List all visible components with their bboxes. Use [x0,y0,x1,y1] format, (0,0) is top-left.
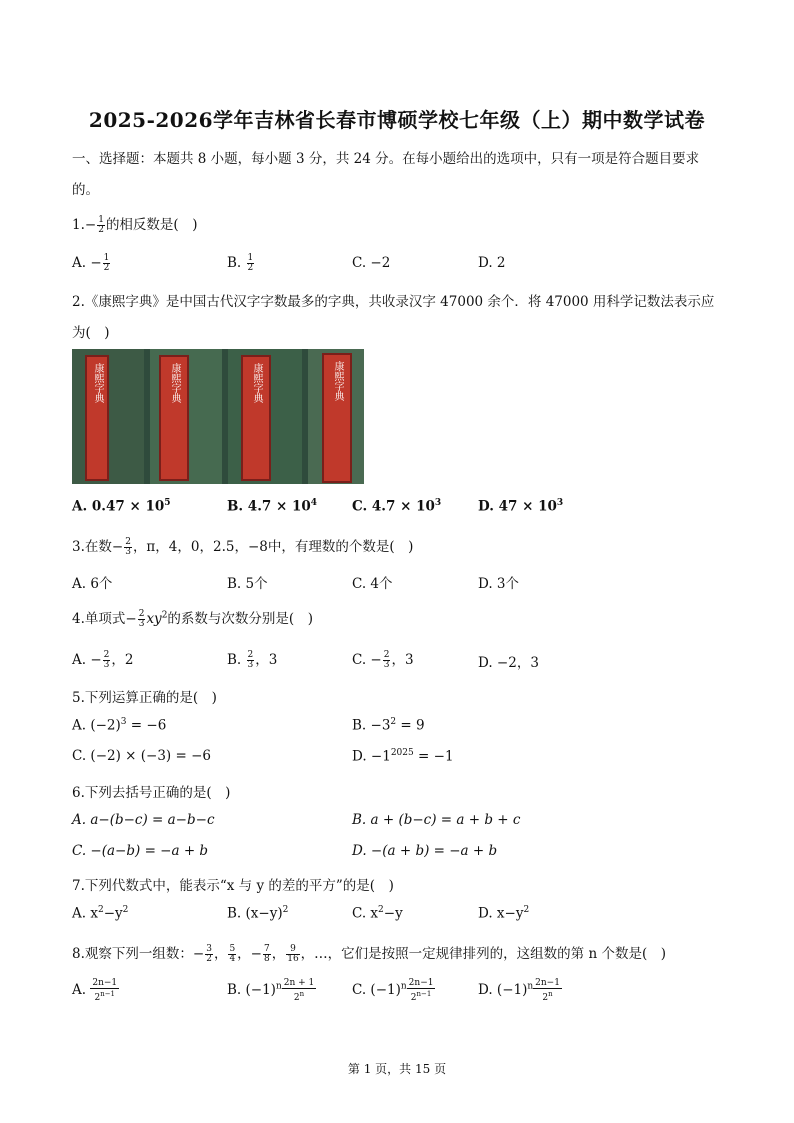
option-text: = −6 [126,717,167,734]
exponent: 2 [97,905,104,915]
exponent: n [299,990,305,998]
q5-option-a [72,717,166,734]
option-text: A. (−2) [72,717,121,734]
book-title-text: 康熙字典 [92,363,103,403]
exponent: 4 [310,498,318,508]
numerator: 5 [229,944,236,954]
fraction [383,651,391,670]
denominator-base: 2 [542,993,549,1003]
option-text: = −1 [413,748,454,765]
q2-option-c [352,498,441,515]
q3-option-a: A. 6个 [72,576,113,592]
fraction [90,978,119,1003]
exponent: n [400,981,407,992]
q3-option-b: B. 5个 [227,576,268,592]
book-title-text: 康熙字典 [169,363,180,403]
numerator: 1 [103,253,110,263]
q6-option-a: A. a−(b−c) = a−b−c [72,812,215,828]
option-text: A. x [72,905,98,922]
fraction [247,651,255,670]
option-text: B. 4.7 × 10 [227,498,311,515]
question-text: ，π，4，0，2.5，−8中，有理数的个数是( ) [132,539,414,555]
denominator-base: 2 [410,993,417,1003]
fraction [228,945,236,964]
option-text: D. x−y [478,905,524,922]
question-2-line2: 为( ) [72,325,110,341]
fraction [97,216,105,235]
kangxi-dictionary-photo [72,349,364,484]
fraction [263,945,271,964]
numerator: 2n−1 [92,978,118,988]
question-4-stem [72,607,313,629]
fraction [286,945,299,964]
page-title: 2025-2026学年吉林省长春市博硕学校七年级（上）期中数学试卷 [88,108,706,132]
book-title-text: 康熙字典 [251,363,262,403]
option-text: C. 4.7 × 10 [352,498,435,515]
denominator: 16 [287,954,299,964]
option-text: −y [383,905,403,922]
q5-option-b [352,717,425,734]
question-text: 的系数与次数分别是( ) [167,611,313,627]
option-text: D. −1 [352,748,391,765]
question-7-stem: 7.下列代数式中，能表示“x 与 y 的差的平方”的是( ) [72,878,394,894]
numerator: 2 [103,650,110,660]
denominator-base: 2 [293,993,300,1003]
option-text: D. 47 × 10 [478,498,557,515]
exponent: n [527,981,534,992]
numerator: 2n−1 [408,978,434,988]
denominator: 3 [247,660,254,670]
fraction [533,978,562,1003]
numerator: 2 [383,650,390,660]
q2-option-b [227,498,317,515]
denominator: 3 [103,660,110,670]
q1-option-a: A. − $\frac{1}{2}$ [72,253,110,273]
q8-option-d [478,978,562,1003]
q3-option-d: D. 3个 [478,576,520,592]
fraction [282,978,317,1003]
numerator: 1 [247,253,254,263]
denominator: 4 [229,954,236,964]
question-8-stem: 8.观察下列一组数：− $\frac{3}{2}$ ， $\frac{5}{4}$ ，− $\frac{7}{8}$ ， $\frac{9}{16}$ ，…，它们是按照一定规律排列的，这组数的第 n 个数是( ) [72,944,666,964]
question-5-stem: 5.下列运算正确的是( ) [72,690,217,706]
q5-option-c: C. (−2) × (−3) = −6 [72,748,211,764]
numerator: 2n−1 [535,978,560,988]
option-text: A. 0.47 × 10 [72,498,165,515]
q4-option-a [72,648,133,670]
option-text: −y [103,905,123,922]
option-text: ，3 [255,652,278,668]
option-text: = 9 [396,717,425,734]
q6-option-b: B. a + (b−c) = a + b + c [352,812,521,828]
option-text: B. [227,652,242,668]
q1-option-b [227,254,255,273]
q6-option-d: D. −(a + b) = −a + b [352,843,498,859]
exponent: 2 [282,905,289,915]
q4-option-c [352,648,414,670]
question-text: 的相反数是( ) [105,217,198,233]
option-text: D. (−1) [478,982,528,998]
denominator-base: 2 [94,993,101,1003]
option-text: C. − [352,652,382,668]
fraction [205,945,213,964]
exponent: 2 [523,905,530,915]
option-text: C. (−1) [352,982,401,998]
numerator: 7 [263,944,270,954]
book-title-text: 康熙字典 [332,361,343,401]
book-title-label [159,355,189,481]
section-heading-line2: 的。 [72,182,99,198]
denominator: 2 [247,263,254,273]
question-text: 8.观察下列一组数：− [72,946,205,962]
option-text: B. −3 [352,717,391,734]
denominator: 2 [98,225,104,235]
exponent: n [548,990,553,998]
q2-option-a [72,498,171,515]
numerator: 2 [247,650,254,660]
denominator [407,989,436,1003]
fraction [138,610,146,629]
question-2-line1: 2.《康熙字典》是中国古代汉字字数最多的字典，共收录汉字 47000 余个．将 47000 用科学记数法表示应 [72,294,715,310]
option-text: C. x [352,905,379,922]
fraction [103,651,111,670]
exponent: 3 [556,498,564,508]
denominator: 3 [125,547,131,557]
exponent: n−1 [416,990,432,998]
q7-option-b [227,905,288,922]
question-text: 3.在数− [72,539,124,555]
q8-option-b [227,978,316,1003]
denominator [282,989,317,1003]
exponent: n [275,981,282,992]
fraction [103,254,111,273]
exponent: 2 [390,717,397,727]
numerator: 2n + 1 [283,978,315,988]
denominator [90,989,119,1003]
q2-option-d [478,498,563,515]
option-label: A. [72,982,87,998]
q4-option-d: D. −2，3 [478,655,539,671]
denominator: 2 [103,263,110,273]
denominator: 3 [383,660,390,670]
exponent: 3 [434,498,442,508]
question-text: 4.单项式− [72,611,137,627]
exponent: 2 [161,610,168,621]
numerator: 1 [98,215,104,225]
option-text: B. (x−y) [227,905,283,922]
page-footer: 第 1 页，共 15 页 [347,1062,447,1076]
question-number: 1. [72,217,85,233]
fraction [247,254,255,273]
q1-option-c: C. −2 [352,255,391,271]
question-6-stem: 6.下列去括号正确的是( ) [72,785,231,801]
numerator: 2 [138,609,145,619]
q7-option-d [478,905,529,922]
fraction [124,538,132,557]
numerator: 3 [206,944,212,954]
question-text: ，…，它们是按照一定规律排列的，这组数的第 n 个数是( ) [300,946,666,962]
exponent: 5 [164,498,171,508]
option-label: B. [227,255,242,271]
book-title-label [322,353,352,483]
fraction [407,978,436,1003]
numerator: 9 [286,945,299,955]
exponent: 3 [120,717,127,727]
exponent: 2025 [390,748,414,758]
option-text: ，2 [111,652,134,668]
exponent: n−1 [100,990,116,998]
book-title-label [85,355,109,481]
option-text: ，3 [391,652,414,668]
q8-option-c [352,978,435,1003]
q7-option-c [352,905,403,922]
minus-sign: − [84,217,97,233]
option-label: A. [72,255,87,271]
denominator: 3 [138,619,145,629]
q3-option-c: C. 4个 [352,576,393,592]
denominator [533,989,562,1003]
q7-option-a [72,905,128,922]
exponent: 2 [122,905,129,915]
q6-option-c: C. −(a−b) = −a + b [72,843,209,859]
question-1-stem [72,213,197,235]
denominator: 8 [263,954,270,964]
q8-option-a [72,978,119,1003]
option-text: B. (−1) [227,982,276,998]
q5-option-d [352,748,454,765]
book-title-label [241,355,271,481]
q4-option-b [227,648,277,670]
option-text: A. − [72,652,102,668]
exponent: 2 [378,905,384,915]
q1-option-d: D. 2 [478,255,506,271]
numerator: 2 [125,537,131,547]
math-variable: xy [146,611,162,627]
question-3-stem [72,535,413,557]
section-heading-line1: 一、选择题：本题共 8 小题，每小题 3 分，共 24 分。在每小题给出的选项中，只有一项是符合题目要求 [72,151,700,167]
denominator: 2 [206,954,212,964]
